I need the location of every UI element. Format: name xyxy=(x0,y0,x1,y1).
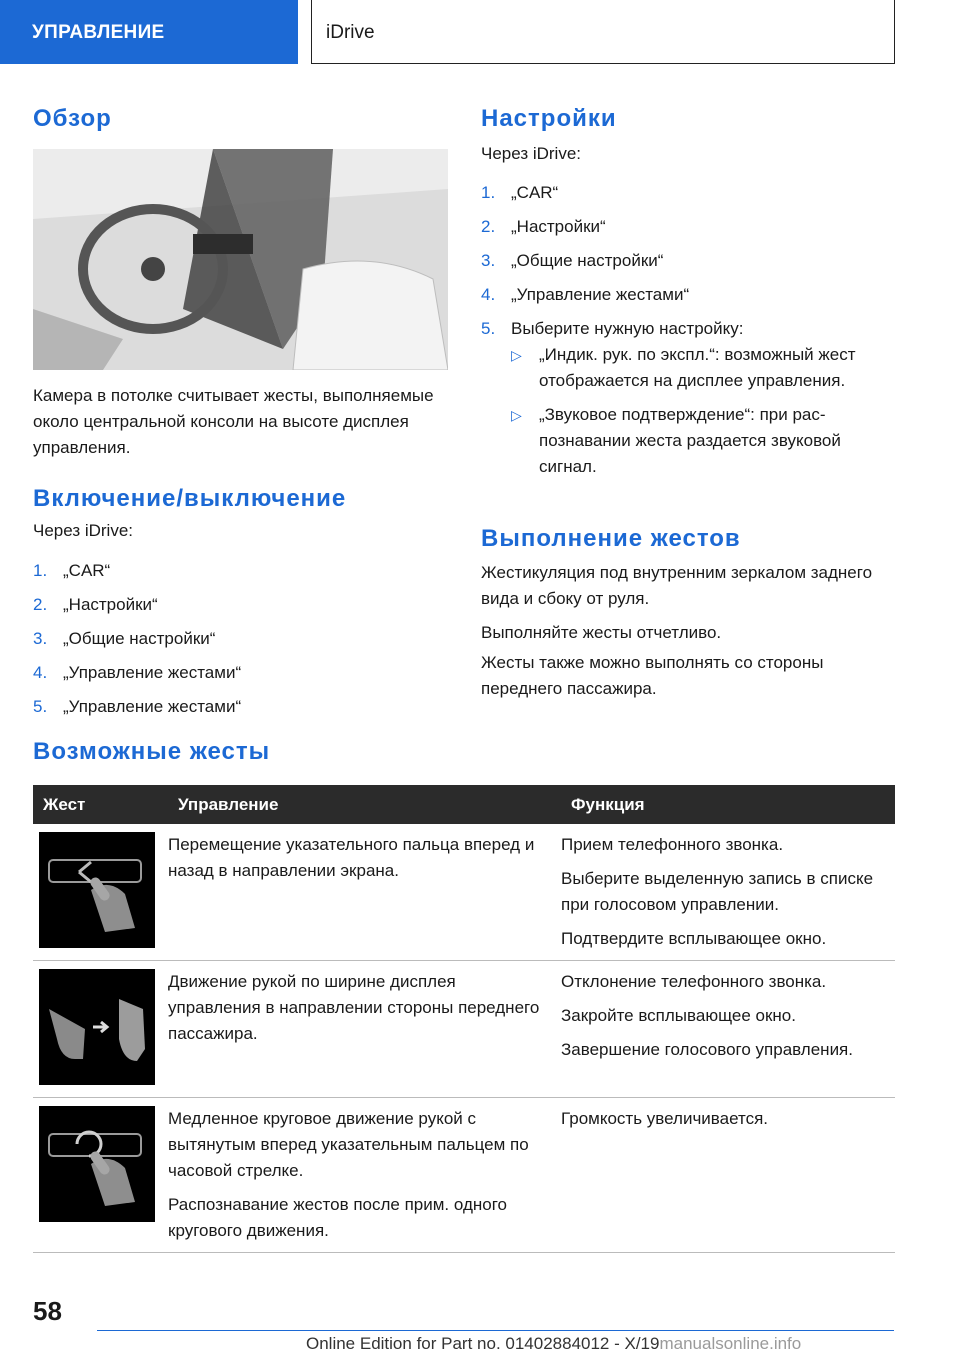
perform-text-3: Жесты также можно выполнять со стороны переднего пассажира. xyxy=(481,653,824,698)
list-item: ▷ „Звуковое подтверждение“: при распознавании жеста раздается звуковой сигнал. xyxy=(481,402,895,480)
triangle-bullet-icon: ▷ xyxy=(511,407,522,423)
gesture-function-text: Завершение голосового управления. xyxy=(561,1040,853,1059)
perform-heading: Выполнение жестов xyxy=(481,525,741,552)
list-item: 5. Выберите нужную настройку: xyxy=(481,319,744,338)
gesture-swipe-icon xyxy=(39,969,155,1085)
footer-divider xyxy=(97,1330,894,1331)
gesture-control-text: Медленное круговое движение рукой с вытянутым вперед указательным пальцем по часовой стрелке. xyxy=(168,1109,529,1180)
list-item: 3. „Общие настройки“ xyxy=(33,629,216,648)
gesture-point-icon xyxy=(39,832,155,948)
list-item: 2. „Настройки“ xyxy=(481,217,606,236)
list-item: 3. „Общие настройки“ xyxy=(481,251,664,270)
list-item: ▷ „Индик. рук. по экспл.“: возможный жест отображается на дисплее управления. xyxy=(481,342,895,394)
gesture-function-text: Отклонение телефонного звонка. xyxy=(561,972,827,991)
table-row xyxy=(33,961,895,1098)
list-item: 2. „Настройки“ xyxy=(33,595,158,614)
chapter-title: iDrive xyxy=(311,0,895,64)
gesture-control-text: Перемещение указательного пальца вперед и назад в направлении экрана. xyxy=(168,835,535,880)
settings-intro: Через iDrive: xyxy=(481,144,582,163)
car-interior-photo xyxy=(33,149,448,370)
list-item: 4. „Управление жестами“ xyxy=(33,663,242,682)
perform-text-1: Жестикуляция под внутренним зеркалом заднего вида и сбоку от руля. xyxy=(481,563,873,608)
gesture-function-text: Закройте всплывающее окно. xyxy=(561,1006,796,1025)
list-item: 1. „CAR“ xyxy=(481,183,559,202)
footer-watermark: manualsonline.info xyxy=(659,1334,802,1353)
list-item: 1. „CAR“ xyxy=(33,561,111,580)
overview-text: Камера в потолке считывает жесты, выполняемые около центральной консоли на высоте дисплея управления. xyxy=(33,386,434,457)
footer-edition: Online Edition for Part no. 01402884012 - X/19manualsonline.info xyxy=(306,1334,802,1353)
overview-heading: Обзор xyxy=(33,105,112,132)
gesture-function-text: Выберите выделенную запись в списке при голосовом управлении. xyxy=(561,869,874,914)
onoff-steps xyxy=(33,558,448,728)
list-item: 4. „Управление жестами“ xyxy=(481,285,690,304)
table-row xyxy=(33,1098,895,1253)
column-header: Жест xyxy=(33,785,168,824)
gesture-function-text: Подтвердите всплывающее окно. xyxy=(561,929,827,948)
column-header: Функция xyxy=(561,785,895,824)
onoff-intro: Через iDrive: xyxy=(33,521,134,540)
gestures-heading: Возможные жесты xyxy=(33,738,271,765)
settings-steps xyxy=(481,180,895,350)
gesture-function-text: Громкость увеличивается. xyxy=(561,1109,769,1128)
gesture-function-text: Прием телефонного звонка. xyxy=(561,835,784,854)
gesture-control-text: Движение рукой по ширине дисплея управления в направлении стороны переднего пассажира. xyxy=(168,972,540,1043)
perform-text-2: Выполняйте жесты отчетливо. xyxy=(481,623,722,642)
page-number: 58 xyxy=(33,1296,62,1326)
gestures-table xyxy=(33,785,895,1253)
car-interior-illustration xyxy=(33,149,448,370)
onoff-heading: Включение/выключение xyxy=(33,485,347,512)
triangle-bullet-icon: ▷ xyxy=(511,347,522,363)
list-item: 5. „Управление жестами“ xyxy=(33,697,242,716)
gesture-control-text: Распознавание жестов после прим. одного кругового движения. xyxy=(168,1195,507,1240)
settings-heading: Настройки xyxy=(481,105,617,132)
section-tab: УПРАВЛЕНИЕ xyxy=(0,0,298,64)
gesture-rotate-icon xyxy=(39,1106,155,1222)
settings-sub-list xyxy=(481,342,895,488)
column-header: Управление xyxy=(168,785,561,824)
table-row xyxy=(33,824,895,961)
